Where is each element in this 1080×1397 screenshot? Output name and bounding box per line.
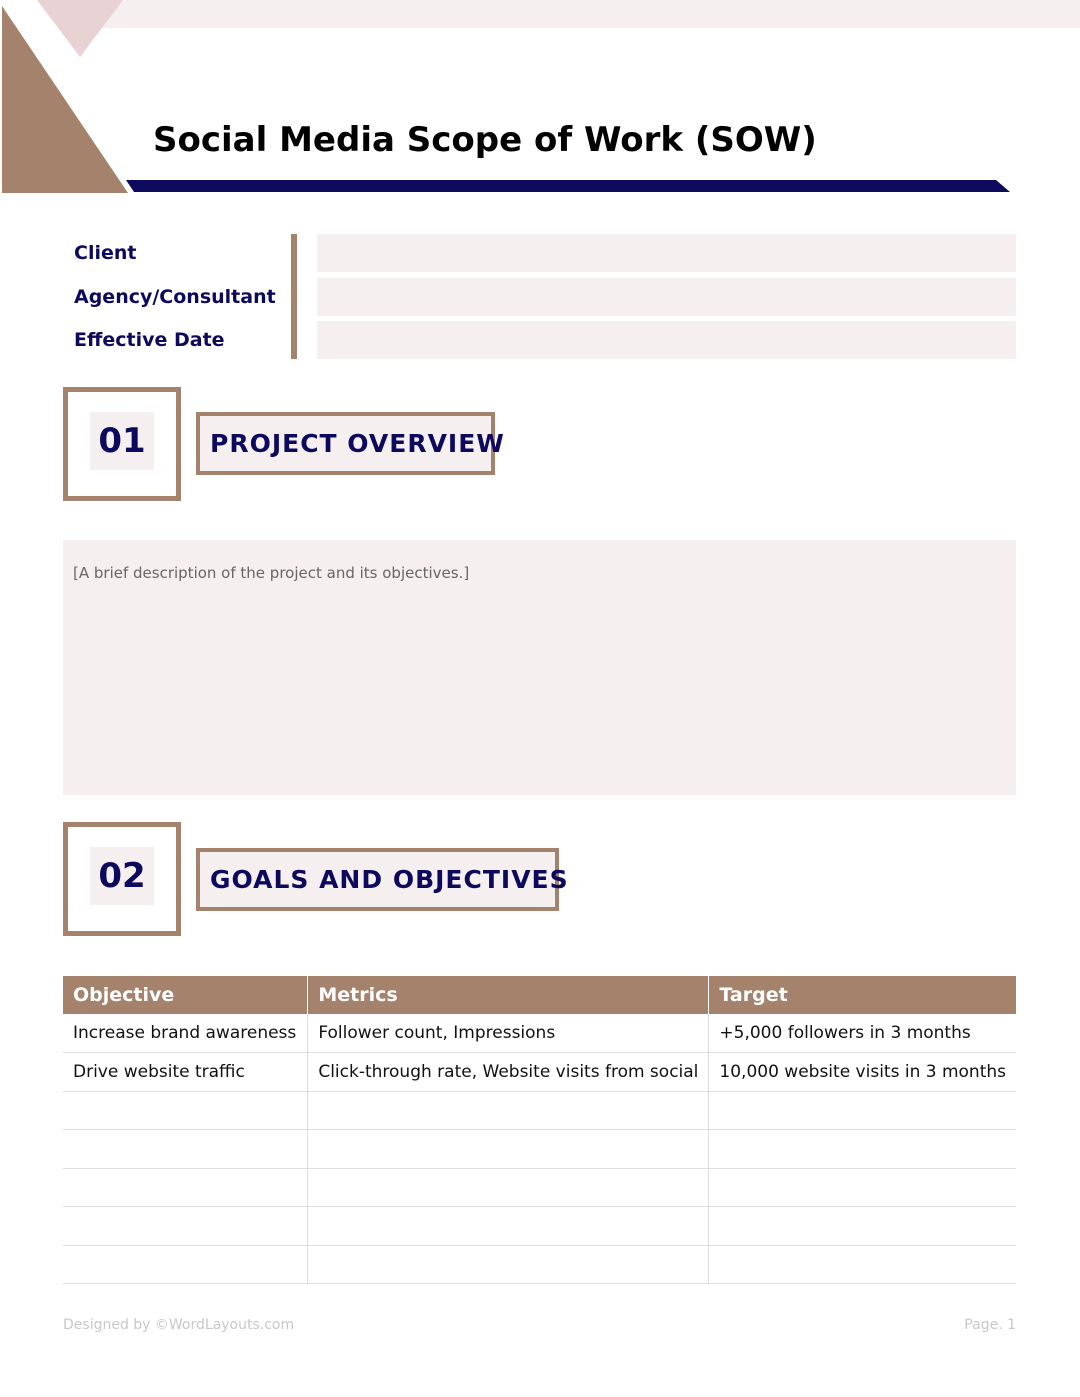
table-row <box>63 1245 1016 1284</box>
project-overview-field[interactable]: [A brief description of the project and its objectives.] <box>63 540 1016 795</box>
table-row <box>63 1130 1016 1169</box>
section-title: GOALS AND OBJECTIVES <box>196 848 559 911</box>
table-cell[interactable]: Click-through rate, Website visits from social <box>308 1053 709 1092</box>
table-cell[interactable] <box>63 1245 308 1284</box>
agency-label: Agency/Consultant <box>74 286 276 308</box>
table-cell[interactable] <box>308 1091 709 1130</box>
table-cell[interactable] <box>308 1130 709 1169</box>
table-cell[interactable] <box>308 1245 709 1284</box>
table-row <box>63 1168 1016 1207</box>
column-header: Target <box>709 976 1016 1014</box>
table-row <box>63 1053 1016 1092</box>
footer-credit: Designed by ©WordLayouts.com <box>63 1317 295 1333</box>
section-title: PROJECT OVERVIEW <box>196 412 495 475</box>
client-field[interactable] <box>317 234 1016 272</box>
page-number: Page. 1 <box>964 1317 1016 1333</box>
table-cell[interactable]: 10,000 website visits in 3 months <box>709 1053 1016 1092</box>
table-cell[interactable] <box>63 1207 308 1246</box>
table-cell[interactable]: Increase brand awareness <box>63 1014 308 1053</box>
goals-table <box>63 976 1016 1284</box>
table-cell[interactable] <box>709 1130 1016 1169</box>
table-cell[interactable] <box>709 1207 1016 1246</box>
table-row <box>63 1207 1016 1246</box>
agency-field[interactable] <box>317 278 1016 316</box>
client-label: Client <box>74 242 137 264</box>
section-number-box <box>63 822 181 936</box>
table-cell[interactable]: Follower count, Impressions <box>308 1014 709 1053</box>
table-row <box>63 1014 1016 1053</box>
table-cell[interactable] <box>63 1130 308 1169</box>
table-cell[interactable] <box>63 1168 308 1207</box>
column-header: Objective <box>63 976 308 1014</box>
section-number-box <box>63 387 181 501</box>
header-decoration <box>0 0 1080 200</box>
section-number: 02 <box>90 847 154 905</box>
table-cell[interactable] <box>709 1091 1016 1130</box>
table-header <box>63 976 1016 1014</box>
page-title: Social Media Scope of Work (SOW) <box>153 120 817 160</box>
table-cell[interactable] <box>709 1168 1016 1207</box>
table-cell[interactable] <box>308 1207 709 1246</box>
effective-date-field[interactable] <box>317 321 1016 359</box>
table-cell[interactable] <box>63 1091 308 1130</box>
table-cell[interactable]: +5,000 followers in 3 months <box>709 1014 1016 1053</box>
table-cell[interactable] <box>308 1168 709 1207</box>
section-number: 01 <box>90 412 154 470</box>
column-header: Metrics <box>308 976 709 1014</box>
effective-date-label: Effective Date <box>74 329 225 351</box>
navy-underline <box>126 180 1010 192</box>
divider <box>291 234 297 359</box>
table-row <box>63 1091 1016 1130</box>
table-cell[interactable] <box>709 1245 1016 1284</box>
table-cell[interactable]: Drive website traffic <box>63 1053 308 1092</box>
pink-triangle <box>37 0 123 57</box>
